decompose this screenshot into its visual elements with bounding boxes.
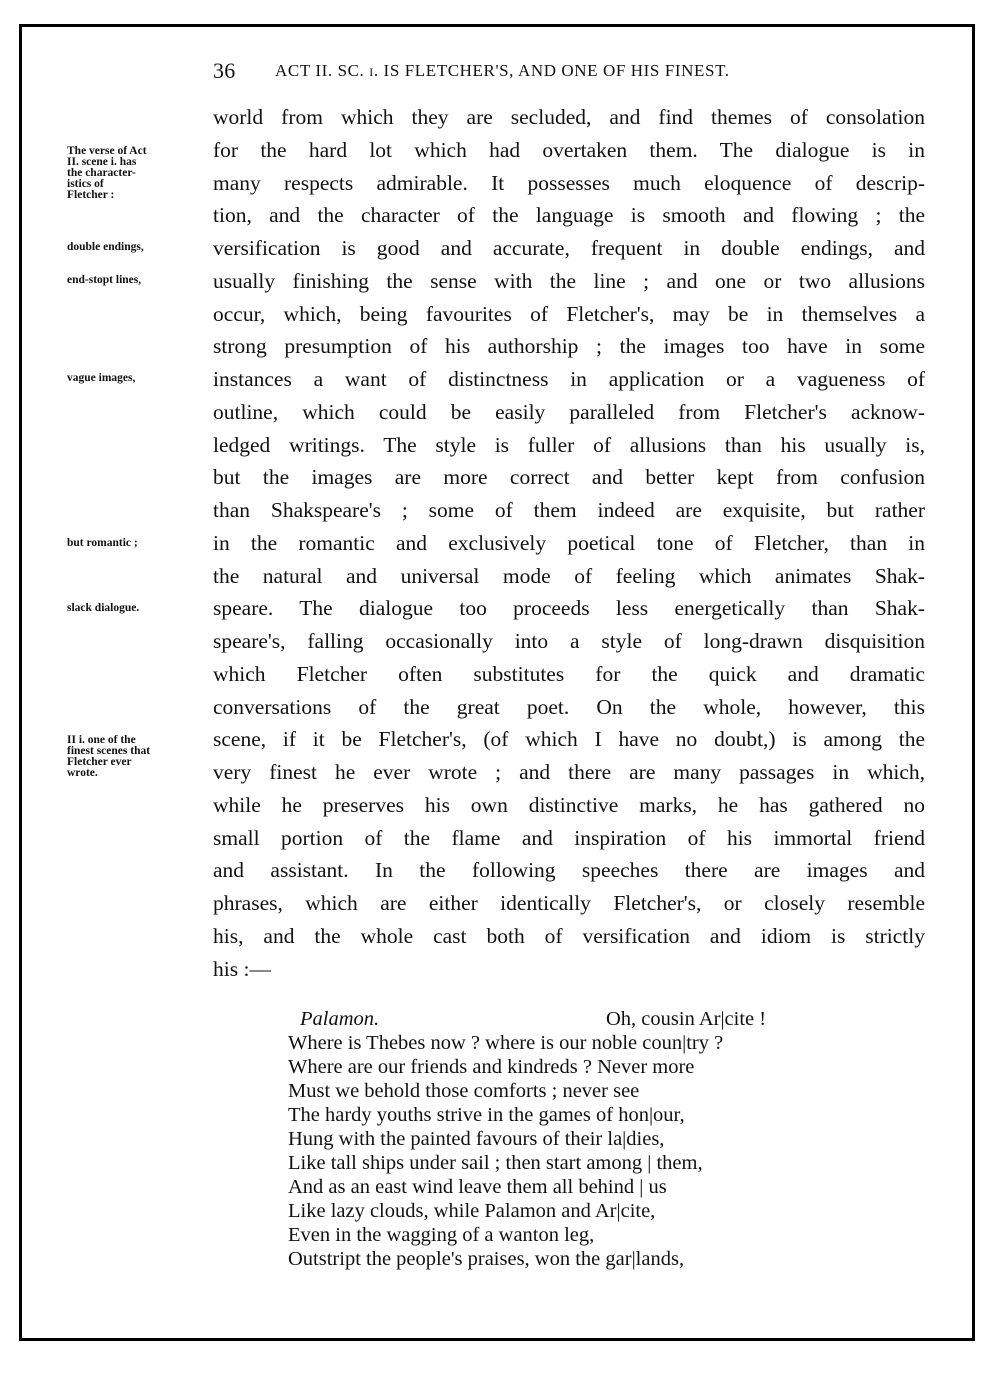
- margin-note-finest-scenes: [67, 735, 202, 779]
- body-line: versification is good and accurate, frequent in double endings, and: [213, 236, 925, 260]
- verse-speaker-line: [288, 1007, 868, 1031]
- verse-line: Like tall ships under sail ; then start among | them,: [288, 1152, 703, 1174]
- speaker-name: Palamon.: [300, 1008, 380, 1030]
- body-line: ledged writings. The style is fuller of allusions than his usually is,: [213, 432, 925, 457]
- body-line: strong presumption of his authorship ; the images too have in some: [213, 334, 925, 359]
- body-line: and assistant. In the following speeches there are images and: [213, 858, 925, 883]
- margin-note-line: The verse of Act: [67, 145, 147, 157]
- verse-line: And as an east wind leave them all behind | us: [288, 1176, 667, 1198]
- body-line: than Shakspeare's ; some of them indeed are exquisite, but rather: [213, 498, 925, 522]
- running-head: [213, 58, 933, 88]
- margin-note-slack-dialogue: slack dialogue.: [67, 602, 140, 614]
- body-line: the natural and universal mode of feeling which animates Shak-: [213, 563, 925, 588]
- body-line: usually finishing the sense with the line ; and one or two allusions: [213, 268, 925, 293]
- body-line: world from which they are secluded, and find themes of consolation: [213, 105, 925, 129]
- body-line: his, and the whole cast both of versification and idiom is strictly: [213, 923, 925, 948]
- body-line: phrases, which are either identically Fletcher's, or closely resemble: [213, 891, 925, 915]
- margin-note-line: II i. one of the: [67, 734, 136, 746]
- body-line: while he preserves his own distinctive marks, he has gathered no: [213, 792, 925, 817]
- margin-note-line: the character-: [67, 167, 136, 179]
- body-line: instances a want of distinctness in application or a vagueness of: [213, 367, 925, 391]
- verse-line: Outstript the people's praises, won the gar|lands,: [288, 1248, 685, 1270]
- margin-note-line: finest scenes that: [67, 745, 151, 757]
- margin-note-verse-characteristics: [67, 146, 202, 201]
- verse-first-line: Oh, cousin Ar|cite !: [606, 1008, 767, 1030]
- margin-note-end-stopt-lines: end-stopt lines,: [67, 274, 142, 286]
- body-line: very finest he ever wrote ; and there are many passages in which,: [213, 760, 925, 784]
- margin-note-line: wrote.: [67, 767, 98, 779]
- body-line: occur, which, being favourites of Fletcher's, may be in themselves a: [213, 301, 925, 326]
- verse-line: Where is Thebes now ? where is our noble coun|try ?: [288, 1032, 724, 1054]
- body-line: small portion of the flame and inspiration of his immortal friend: [213, 825, 925, 850]
- page-number: 36: [213, 58, 236, 83]
- body-line: speare's, falling occasionally into a style of long-drawn disquisition: [213, 629, 925, 653]
- body-line: for the hard lot which had overtaken them. The dialogue is in: [213, 137, 925, 162]
- margin-note-line: istics of: [67, 178, 104, 190]
- body-line: speare. The dialogue too proceeds less energetically than Shak-: [213, 596, 925, 621]
- verse-line: Must we behold those comforts ; never see: [288, 1080, 640, 1102]
- verse-line: Hung with the painted favours of their la|dies,: [288, 1128, 665, 1150]
- body-line: tion, and the character of the language is smooth and flowing ; the: [213, 203, 925, 228]
- margin-note-line: Fletcher :: [67, 189, 115, 201]
- margin-note-line: II. scene i. has: [67, 156, 137, 168]
- verse-line: Like lazy clouds, while Palamon and Ar|cite,: [288, 1200, 656, 1222]
- body-line: his :—: [213, 956, 271, 981]
- body-line: outline, which could be easily paralleled from Fletcher's acknow-: [213, 399, 925, 424]
- body-line: but the images are more correct and better kept from confusion: [213, 465, 925, 490]
- body-line: many respects admirable. It possesses much eloquence of descrip-: [213, 170, 925, 195]
- body-line: in the romantic and exclusively poetical tone of Fletcher, than in: [213, 530, 925, 555]
- running-head-title: ACT II. SC. i. IS FLETCHER'S, AND ONE OF HIS FINEST.: [275, 61, 730, 80]
- margin-note-double-endings: double endings,: [67, 241, 144, 253]
- body-line: conversations of the great poet. On the whole, however, this: [213, 694, 925, 719]
- body-line: which Fletcher often substitutes for the quick and dramatic: [213, 661, 925, 686]
- margin-note-vague-images: vague images,: [67, 372, 136, 384]
- verse-line: The hardy youths strive in the games of hon|our,: [288, 1104, 685, 1126]
- margin-note-line: Fletcher ever: [67, 756, 132, 768]
- margin-note-but-romantic: but romantic ;: [67, 537, 138, 549]
- body-line: scene, if it be Fletcher's, (of which I have no doubt,) is among the: [213, 727, 925, 752]
- body-paragraph: [213, 101, 925, 985]
- verse-quotation: [288, 1007, 868, 1271]
- verse-line: Even in the wagging of a wanton leg,: [288, 1224, 595, 1246]
- verse-line: Where are our friends and kindreds ? Never more: [288, 1056, 695, 1078]
